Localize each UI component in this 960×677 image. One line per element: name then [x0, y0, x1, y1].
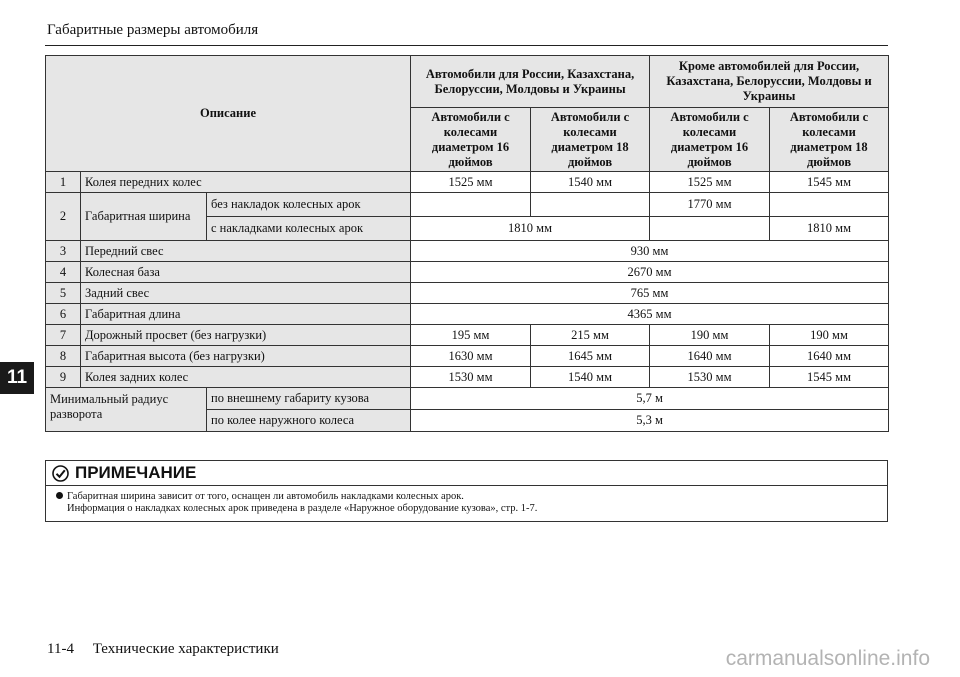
wheel-header: Автомобили с колесами диаметром 16 дюймов	[411, 108, 531, 172]
table-row	[46, 241, 889, 262]
table-row	[46, 283, 889, 304]
page-footer	[47, 641, 279, 658]
dimensions-table	[45, 55, 889, 432]
note-title: ПРИМЕЧАНИЕ	[75, 463, 197, 482]
row-number: 5	[46, 283, 81, 304]
row-number: 4	[46, 262, 81, 283]
table-row	[46, 367, 889, 388]
table-row	[46, 346, 889, 367]
cell-empty	[770, 193, 889, 217]
row-sublabel: по колее наружного колеса	[207, 410, 411, 432]
row-sublabel: без накладок колесных арок	[207, 193, 411, 217]
cell-value: 1530 мм	[650, 367, 770, 388]
group-header-russia: Автомобили для России, Казахстана, Белоруссии, Молдовы и Украины	[411, 56, 650, 108]
note-text: Информация о накладках колесных арок приведена в разделе «Наружное оборудование кузова», стр. 1-7.	[67, 503, 538, 514]
cell-empty	[531, 193, 650, 217]
cell-empty	[650, 217, 770, 241]
row-label: Колесная база	[81, 262, 411, 283]
cell-value: 1810 мм	[770, 217, 889, 241]
page-header-title: Габаритные размеры автомобиля	[47, 22, 259, 38]
row-label: Передний свес	[81, 241, 411, 262]
row-number: 2	[46, 193, 81, 241]
cell-value: 1545 мм	[770, 367, 889, 388]
row-label: Колея передних колес	[81, 172, 411, 193]
watermark-logo: carmanualsonline.info	[725, 647, 930, 670]
table-row	[46, 193, 889, 217]
cell-value: 1640 мм	[650, 346, 770, 367]
table-row	[46, 172, 889, 193]
row-label: Дорожный просвет (без нагрузки)	[81, 325, 411, 346]
note-box	[45, 460, 888, 522]
wheel-header: Автомобили с колесами диаметром 18 дюймов	[770, 108, 889, 172]
row-label: Габаритная ширина	[81, 193, 207, 241]
row-number: 9	[46, 367, 81, 388]
section-title: Технические характеристики	[92, 641, 279, 657]
cell-value: 1630 мм	[411, 346, 531, 367]
wheel-header: Автомобили с колесами диаметром 18 дюймов	[531, 108, 650, 172]
cell-value: 765 мм	[411, 283, 889, 304]
cell-value: 1545 мм	[770, 172, 889, 193]
group-header-other: Кроме автомобилей для России, Казахстана, Белоруссии, Молдовы и Украины	[650, 56, 889, 108]
row-label: Габаритная длина	[81, 304, 411, 325]
cell-value: 930 мм	[411, 241, 889, 262]
row-label: Минимальный радиус разворота	[46, 388, 207, 432]
cell-value: 190 мм	[770, 325, 889, 346]
cell-value: 2670 мм	[411, 262, 889, 283]
row-label: Габаритная высота (без нагрузки)	[81, 346, 411, 367]
cell-value: 190 мм	[650, 325, 770, 346]
cell-value: 1540 мм	[531, 172, 650, 193]
cell-value: 195 мм	[411, 325, 531, 346]
cell-value: 5,7 м	[411, 388, 889, 410]
row-number: 8	[46, 346, 81, 367]
cell-value: 215 мм	[531, 325, 650, 346]
cell-value: 4365 мм	[411, 304, 889, 325]
table-row	[46, 262, 889, 283]
cell-value: 1525 мм	[411, 172, 531, 193]
note-body	[46, 486, 887, 521]
note-text: Габаритная ширина зависит от того, оснащен ли автомобиль накладками колесных арок.	[67, 491, 464, 502]
cell-value: 5,3 м	[411, 410, 889, 432]
row-number: 7	[46, 325, 81, 346]
row-label: Задний свес	[81, 283, 411, 304]
bullet-icon	[56, 492, 63, 499]
note-header	[46, 461, 887, 486]
row-sublabel: с накладками колесных арок	[207, 217, 411, 241]
cell-value: 1640 мм	[770, 346, 889, 367]
cell-value: 1645 мм	[531, 346, 650, 367]
table-row	[46, 325, 889, 346]
table-row	[46, 304, 889, 325]
description-header: Описание	[46, 56, 411, 172]
row-label: Колея задних колес	[81, 367, 411, 388]
row-number: 3	[46, 241, 81, 262]
cell-value: 1530 мм	[411, 367, 531, 388]
header-divider	[45, 45, 888, 46]
row-number: 1	[46, 172, 81, 193]
table-row	[46, 388, 889, 410]
wheel-header: Автомобили с колесами диаметром 16 дюймов	[650, 108, 770, 172]
cell-value: 1540 мм	[531, 367, 650, 388]
row-number: 6	[46, 304, 81, 325]
chapter-tab[interactable]: 11	[0, 362, 34, 394]
cell-value: 1770 мм	[650, 193, 770, 217]
cell-empty	[411, 193, 531, 217]
cell-value: 1810 мм	[411, 217, 650, 241]
cell-value: 1525 мм	[650, 172, 770, 193]
row-sublabel: по внешнему габариту кузова	[207, 388, 411, 410]
checkmark-icon	[52, 465, 69, 482]
page-number: 11-4	[47, 641, 74, 657]
